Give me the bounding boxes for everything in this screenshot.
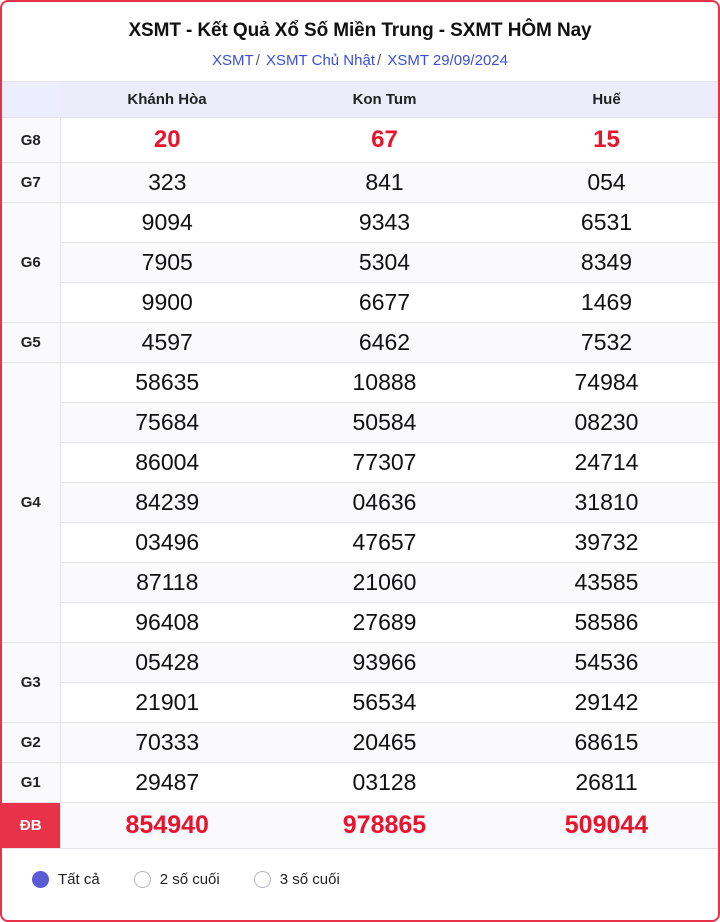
prize-number: 6462 bbox=[274, 323, 495, 363]
prize-number: 9900 bbox=[60, 283, 274, 323]
prize-number: 854940 bbox=[60, 803, 274, 849]
prize-label: G8 bbox=[2, 118, 60, 163]
breadcrumb-separator-1: / bbox=[376, 52, 382, 69]
table-row bbox=[2, 163, 718, 203]
prize-number: 27689 bbox=[274, 603, 495, 643]
table-row bbox=[2, 483, 718, 523]
prize-number: 96408 bbox=[60, 603, 274, 643]
prize-number: 86004 bbox=[60, 443, 274, 483]
prize-number: 29142 bbox=[495, 683, 718, 723]
prize-label: G5 bbox=[2, 323, 60, 363]
prize-number: 54536 bbox=[495, 643, 718, 683]
table-row bbox=[2, 643, 718, 683]
filter-option-label-0: Tất cả bbox=[58, 871, 100, 888]
table-row bbox=[2, 243, 718, 283]
prize-number: 6677 bbox=[274, 283, 495, 323]
prize-label: G6 bbox=[2, 203, 60, 323]
radio-icon-last2[interactable] bbox=[134, 871, 151, 888]
prize-number: 054 bbox=[495, 163, 718, 203]
prize-number: 08230 bbox=[495, 403, 718, 443]
prize-label: G4 bbox=[2, 363, 60, 643]
column-header-2: Huế bbox=[495, 82, 718, 118]
table-head bbox=[2, 82, 718, 118]
table-row bbox=[2, 323, 718, 363]
prize-number: 04636 bbox=[274, 483, 495, 523]
prize-number: 74984 bbox=[495, 363, 718, 403]
radio-icon-all[interactable] bbox=[32, 871, 49, 888]
radio-icon-last3[interactable] bbox=[254, 871, 271, 888]
table-row bbox=[2, 118, 718, 163]
prize-number: 31810 bbox=[495, 483, 718, 523]
table-row bbox=[2, 443, 718, 483]
prize-number: 323 bbox=[60, 163, 274, 203]
prize-number: 58635 bbox=[60, 363, 274, 403]
prize-number: 5304 bbox=[274, 243, 495, 283]
table-header-row bbox=[2, 82, 718, 118]
prize-number: 841 bbox=[274, 163, 495, 203]
prize-number: 87118 bbox=[60, 563, 274, 603]
prize-number: 67 bbox=[274, 118, 495, 163]
prize-label: G7 bbox=[2, 163, 60, 203]
table-row bbox=[2, 683, 718, 723]
prize-number: 509044 bbox=[495, 803, 718, 849]
prize-number: 26811 bbox=[495, 763, 718, 803]
column-header-1: Kon Tum bbox=[274, 82, 495, 118]
table-row bbox=[2, 563, 718, 603]
prize-number: 6531 bbox=[495, 203, 718, 243]
prize-number: 43585 bbox=[495, 563, 718, 603]
table-row bbox=[2, 763, 718, 803]
prize-number: 58586 bbox=[495, 603, 718, 643]
prize-number: 9094 bbox=[60, 203, 274, 243]
table-row bbox=[2, 283, 718, 323]
prize-number: 39732 bbox=[495, 523, 718, 563]
prize-number: 9343 bbox=[274, 203, 495, 243]
breadcrumb-item-1[interactable]: XSMT Chủ Nhật bbox=[266, 52, 375, 69]
prize-number: 84239 bbox=[60, 483, 274, 523]
filter-option-label-2: 3 số cuối bbox=[279, 871, 340, 888]
prize-number: 7905 bbox=[60, 243, 274, 283]
prize-number: 4597 bbox=[60, 323, 274, 363]
table-body bbox=[2, 118, 718, 849]
breadcrumb bbox=[2, 44, 718, 81]
prize-number: 03128 bbox=[274, 763, 495, 803]
prize-number: 50584 bbox=[274, 403, 495, 443]
table-row bbox=[2, 403, 718, 443]
filter-option-label-1: 2 số cuối bbox=[159, 871, 220, 888]
prize-number: 24714 bbox=[495, 443, 718, 483]
lottery-results-table bbox=[2, 81, 718, 849]
prize-number: 77307 bbox=[274, 443, 495, 483]
prize-label: G3 bbox=[2, 643, 60, 723]
prize-number: 93966 bbox=[274, 643, 495, 683]
prize-label: G1 bbox=[2, 763, 60, 803]
prize-number: 1469 bbox=[495, 283, 718, 323]
prize-number: 03496 bbox=[60, 523, 274, 563]
filter-options bbox=[2, 849, 718, 888]
prize-number: 47657 bbox=[274, 523, 495, 563]
table-row bbox=[2, 603, 718, 643]
breadcrumb-item-0[interactable]: XSMT bbox=[212, 52, 254, 69]
prize-number: 7532 bbox=[495, 323, 718, 363]
table-corner-header bbox=[2, 82, 60, 118]
prize-label: ĐB bbox=[2, 803, 60, 849]
prize-number: 70333 bbox=[60, 723, 274, 763]
prize-number: 20465 bbox=[274, 723, 495, 763]
table-row bbox=[2, 363, 718, 403]
filter-option-1[interactable] bbox=[134, 871, 220, 888]
filter-option-2[interactable] bbox=[254, 871, 340, 888]
table-row bbox=[2, 803, 718, 849]
prize-number: 05428 bbox=[60, 643, 274, 683]
prize-number: 29487 bbox=[60, 763, 274, 803]
prize-number: 15 bbox=[495, 118, 718, 163]
column-header-0: Khánh Hòa bbox=[60, 82, 274, 118]
prize-number: 21901 bbox=[60, 683, 274, 723]
prize-number: 56534 bbox=[274, 683, 495, 723]
breadcrumb-item-2[interactable]: XSMT 29/09/2024 bbox=[387, 52, 508, 69]
prize-number: 75684 bbox=[60, 403, 274, 443]
table-row bbox=[2, 523, 718, 563]
prize-number: 20 bbox=[60, 118, 274, 163]
prize-label: G2 bbox=[2, 723, 60, 763]
prize-number: 21060 bbox=[274, 563, 495, 603]
filter-option-0[interactable] bbox=[32, 871, 100, 888]
prize-number: 10888 bbox=[274, 363, 495, 403]
prize-number: 8349 bbox=[495, 243, 718, 283]
page-title: XSMT - Kết Quả Xổ Số Miền Trung - SXMT HÔM Nay bbox=[128, 20, 592, 41]
breadcrumb-separator-0: / bbox=[255, 52, 260, 69]
prize-number: 68615 bbox=[495, 723, 718, 763]
table-row bbox=[2, 203, 718, 243]
prize-number: 978865 bbox=[274, 803, 495, 849]
table-row bbox=[2, 723, 718, 763]
